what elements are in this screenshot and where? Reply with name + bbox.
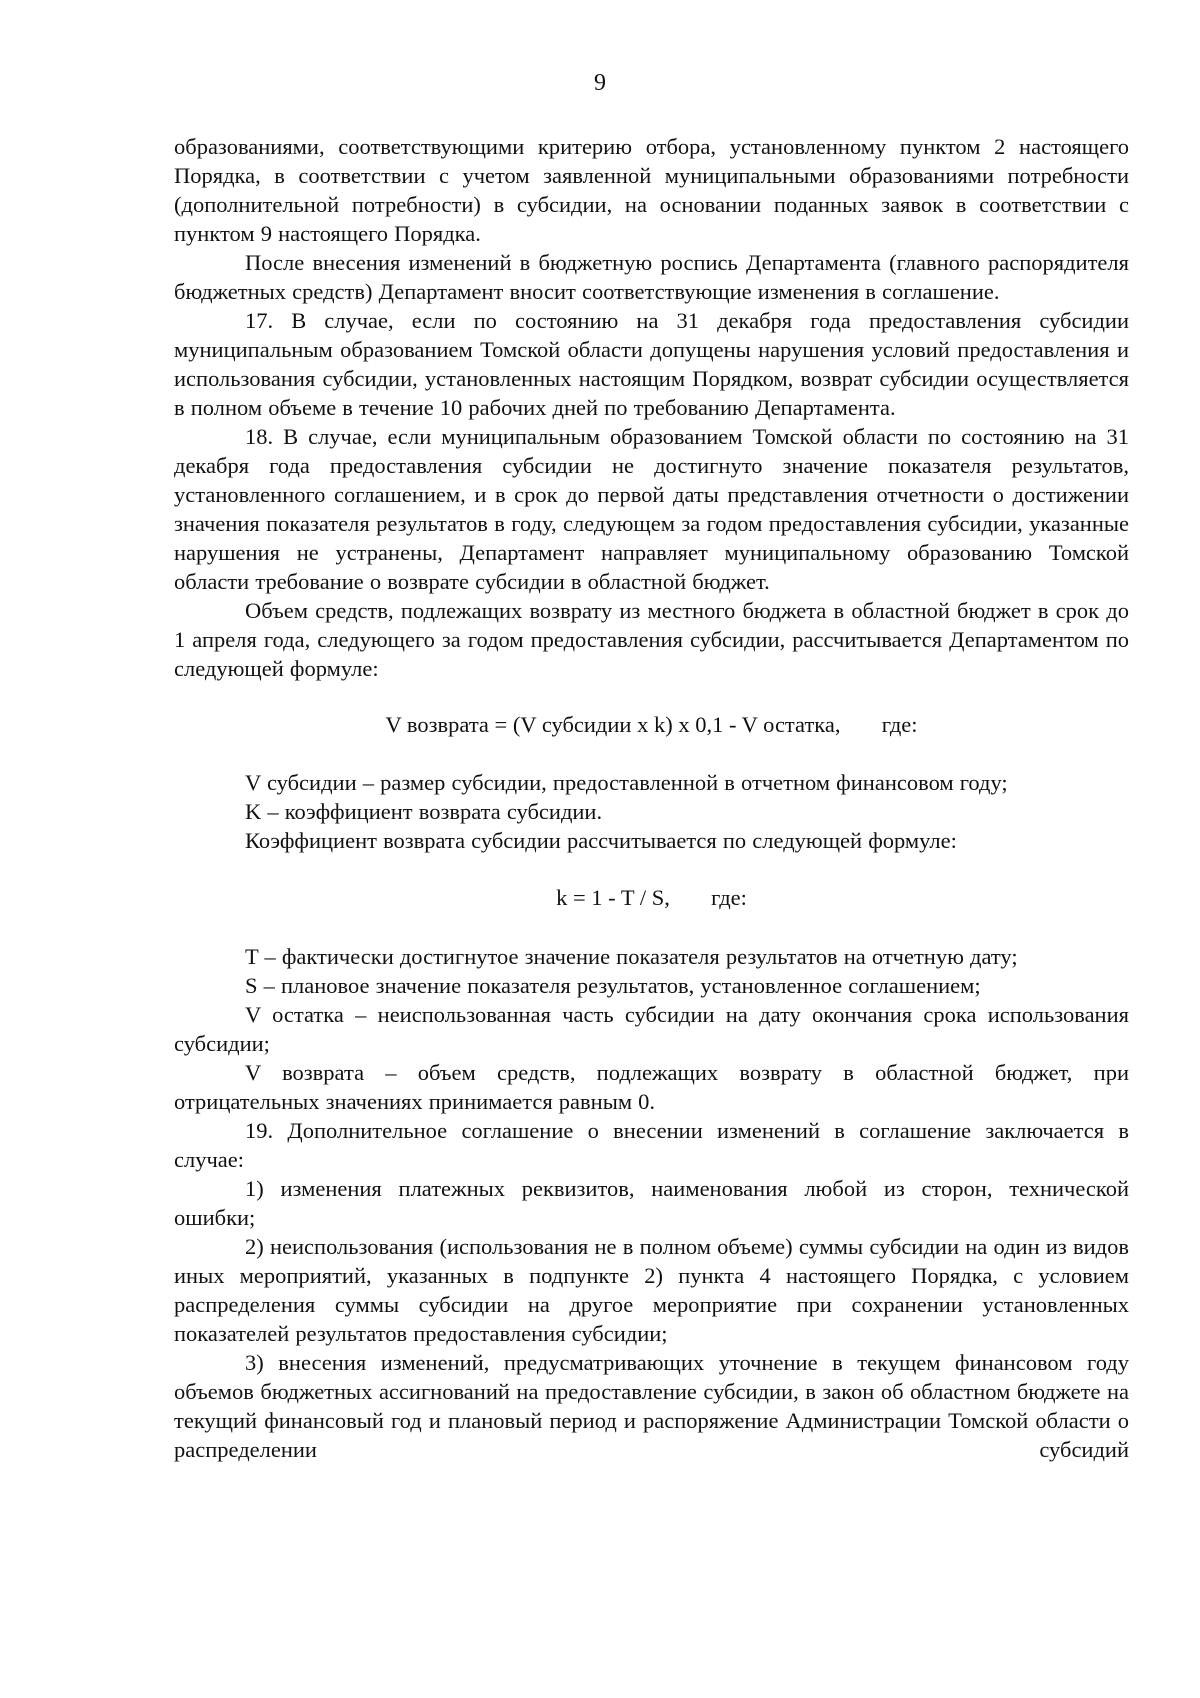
paragraph-19-item-1: 1) изменения платежных реквизитов, наименования любой из сторон, технической ошибки; bbox=[174, 1176, 1129, 1230]
definition-v-remainder: V остатка – неиспользованная часть субсидии на дату окончания срока использования субсидии; bbox=[174, 1002, 1129, 1056]
paragraph-19: 19. Дополнительное соглашение о внесении изменений в соглашение заключается в случае: bbox=[174, 1118, 1129, 1172]
definition-t: T – фактически достигнутое значение показателя результатов на отчетную дату; bbox=[245, 944, 1018, 969]
formula-coefficient-where: где: bbox=[711, 885, 747, 910]
document-body bbox=[174, 132, 1129, 1464]
formula-refund bbox=[174, 710, 1129, 739]
formula-refund-expression: V возврата = (V субсидии x k) x 0,1 - V остатка, bbox=[385, 712, 841, 737]
paragraph-19-item-3: 3) внесения изменений, предусматривающих уточнение в текущем финансовом году объемов бюджетных ассигнований на предоставление субсидии, в закон об областном бюджете на текущий финансовый год и плановый период и распоряжение Администрации Томской области о распределении субсидий bbox=[174, 1350, 1129, 1462]
definition-v-subsidy: V субсидии – размер субсидии, предоставленной в отчетном финансовом году; bbox=[245, 770, 1008, 795]
definition-k: K – коэффициент возврата субсидии. bbox=[245, 799, 603, 824]
paragraph-19-item-2: 2) неиспользования (использования не в полном объеме) суммы субсидии на один из видов иных мероприятий, указанных в подпункте 2) пункта 4 настоящего Порядка, с условием распределения суммы субсидии на другое мероприятие при сохранении установленных показателей результатов предоставления субсидии; bbox=[174, 1234, 1129, 1346]
paragraph-17: 17. В случае, если по состоянию на 31 декабря года предоставления субсидии муниципальным образованием Томской области допущены нарушения условий предоставления и использования субсидии, установленных настоящим Порядком, возврат субсидии осуществляется в полном объеме в течение 10 рабочих дней по требованию Департамента. bbox=[174, 308, 1129, 420]
coefficient-intro: Коэффициент возврата субсидии рассчитывается по следующей формуле: bbox=[245, 828, 957, 853]
definition-s: S – плановое значение показателя результатов, установленное соглашением; bbox=[245, 973, 981, 998]
paragraph-refund-volume: Объем средств, подлежащих возврату из местного бюджета в областной бюджет в срок до 1 апреля года, следующего за годом предоставления субсидии, рассчитывается Департаментом по следующей формуле: bbox=[174, 598, 1129, 681]
page-number: 9 bbox=[594, 70, 606, 96]
paragraph-criteria: образованиями, соответствующими критерию отбора, установленному пунктом 2 настоящего Порядка, в соответствии с учетом заявленной муниципальными образованиями потребности (дополнительной потребности) в субсидии, на основании поданных заявок в соответствии с пунктом 9 настоящего Порядка. bbox=[174, 134, 1129, 246]
formula-coefficient bbox=[174, 883, 1129, 912]
formula-refund-where: где: bbox=[881, 712, 918, 737]
paragraph-budget-changes: После внесения изменений в бюджетную роспись Департамента (главного распорядителя бюджетных средств) Департамент вносит соответствующие изменения в соглашение. bbox=[174, 250, 1129, 304]
formula-coefficient-expression: k = 1 - T / S, bbox=[556, 885, 670, 910]
definition-v-refund: V возврата – объем средств, подлежащих возврату в областной бюджет, при отрицательных значениях принимается равным 0. bbox=[174, 1060, 1129, 1114]
paragraph-18: 18. В случае, если муниципальным образованием Томской области по состоянию на 31 декабря года предоставления субсидии не достигнуто значение показателя результатов, установленного соглашением, и в срок до первой даты представления отчетности о достижении значения показателя результатов в году, следующем за годом предоставления субсидии, указанные нарушения не устранены, Департамент направляет муниципальному образованию Томской области требование о возврате субсидии в областной бюджет. bbox=[174, 424, 1129, 594]
